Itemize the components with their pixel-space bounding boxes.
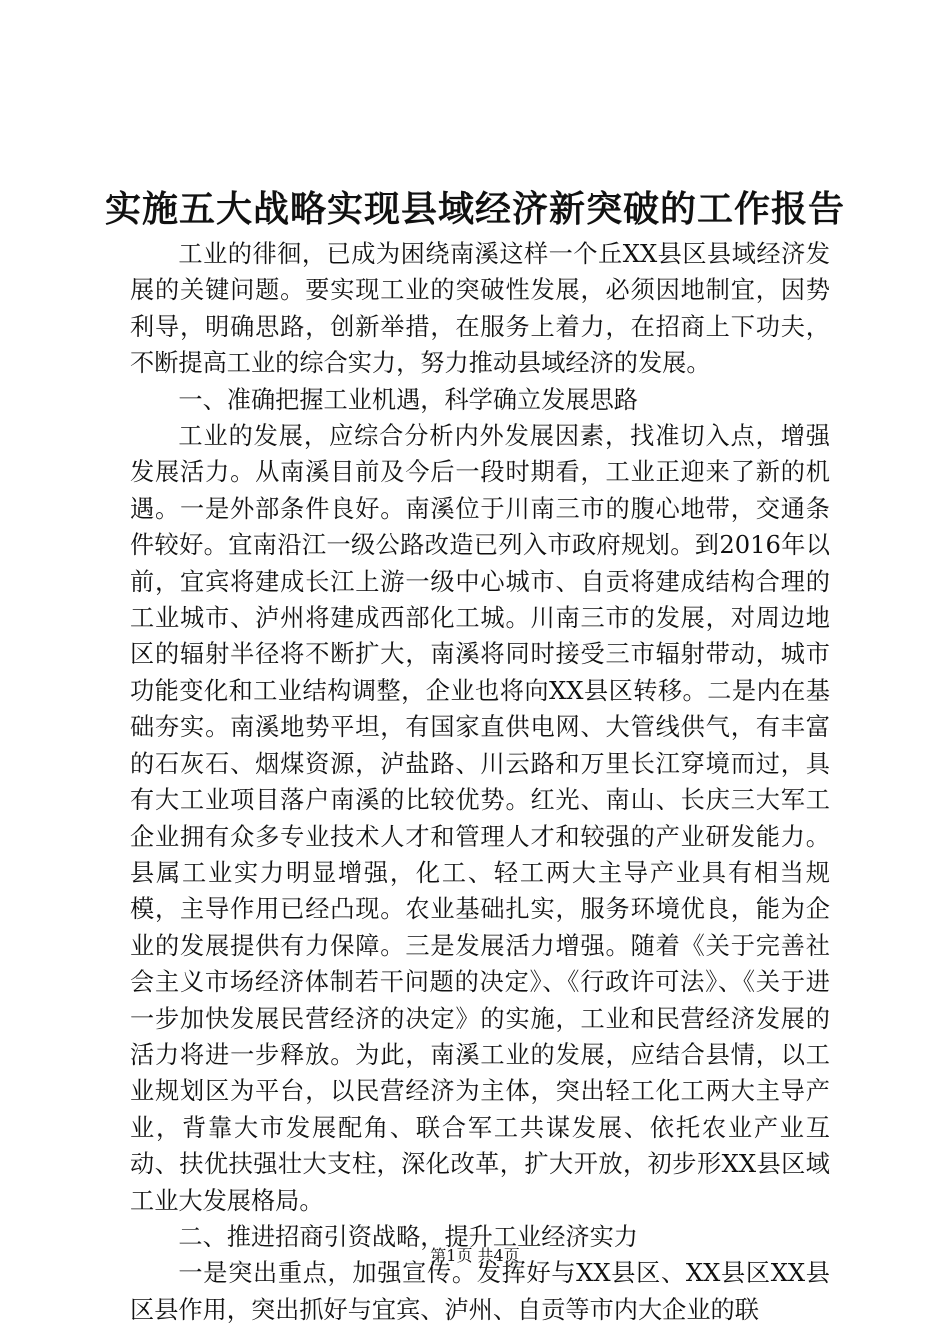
paragraph-intro: 工业的徘徊，已成为困绕南溪这样一个丘XX县区县域经济发展的关键问题。要实现工业的突破性发展，必须因地制宜，因势利导，明确思路，创新举措，在服务上着力，在招商上下功夫，不断提高工业的综合实力，努力推动县域经济的发展。 bbox=[130, 240, 830, 378]
paragraph-section-2: 一是突出重点，加强宣传。发挥好与XX县区、XX县区XX县区县作用，突出抓好与宜宾、泸州、自贡等市内大企业的联 bbox=[130, 1259, 830, 1324]
section-heading-1: 一、准确把握工业机遇，科学确立发展思路 bbox=[178, 385, 638, 414]
page-number-footer: 第1页 共4页 bbox=[430, 1246, 520, 1265]
document-title: 实施五大战略实现县域经济新突破的工作报告 bbox=[104, 188, 845, 230]
section-heading-2: 二、推进招商引资战略，提升工业经济实力 bbox=[178, 1222, 638, 1251]
paragraph-section-1: 工业的发展，应综合分析内外发展因素，找准切入点，增强发展活力。从南溪目前及今后一段时期看，工业正迎来了新的机遇。一是外部条件良好。南溪位于川南三市的腹心地带，交通条件较好。宜南沿江一级公路改造已列入市政府规划。到2016年以前，宜宾将建成长江上游一级中心城市、自贡将建成结构合理的工业城市、泸州将建成西部化工城。川南三市的发展，对周边地区的辐射半径将不断扩大，南溪将同时接受三市辐射带动，城市功能变化和工业结构调整，企业也将向XX县区转移。二是内在基础夯实。南溪地势平坦，有国家直供电网、大管线供气，有丰富的石灰石、烟煤资源，泸盐路、川云路和万里长江穿境而过，具有大工业项目落户南溪的比较优势。红光、南山、长庆三大军工企业拥有众多专业技术人才和管理人才和较强的产业研发能力。县属工业实力明显增强，化工、轻工两大主导产业具有相当规模，主导作用已经凸现。农业基础扎实，服务环境优良，能为企业的发展提供有力保障。三是发展活力增强。随着《关于完善社会主义市场经济体制若干问题的决定》、《行政许可法》、《关于进一步加快发展民营经济的决定》的实施，工业和民营经济发展的活力将进一步释放。为此，南溪工业的发展，应结合县情，以工业规划区为平台，以民营经济为主体，突出轻工化工两大主导产业，背靠大市发展配角、联合军工共谋发展、依托农业产业互动、扶优扶强壮大支柱，深化改革，扩大开放，初步形XX县区域工业大发展格局。 bbox=[130, 422, 830, 1215]
document-body bbox=[130, 236, 830, 1328]
